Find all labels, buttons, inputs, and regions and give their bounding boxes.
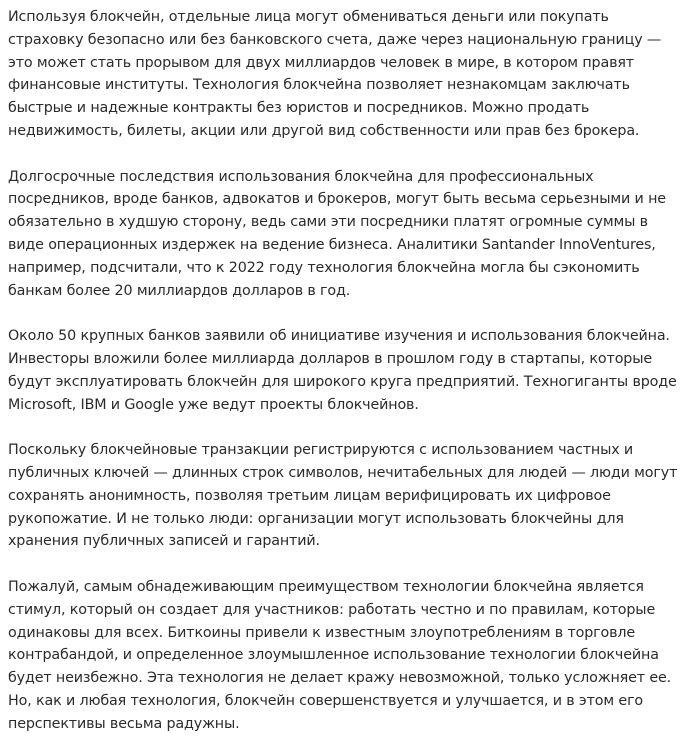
paragraph-anonymity-keys: Поскольку блокчейновые транзакции регистрируются с использованием частных и публичных ключей — длинных строк символов, нечитабельных для людей — люди могут сохранять анонимность, позволяя третьим лицам верифицировать их цифровое рукопожатие. И не только люди: организации могут использовать блокчейны для хранения публичных записей и гарантий.	[8, 442, 678, 550]
article-body	[8, 6, 680, 736]
paragraph-banks-investment: Около 50 крупных банков заявили об инициативе изучения и использования блокчейна. Инвесторы вложили более миллиарда долларов в прошлом году в стартапы, которые будут эксплуатировать блокчейн для широкого круга предприятий. Техногиганты вроде Microsoft, IBM и Google уже ведут проекты блокчейнов.	[8, 328, 677, 413]
paragraph-blockchain-benefits: Используя блокчейн, отдельные лица могут обмениваться деньги или покупать страховку безопасно или без банковского счета, даже через национальную границу — это может стать прорывом для двух миллиардов человек в мире, в котором правят финансовые институты. Технология блокчейна позволяет незнакомцам заключать быстрые и надежные контракты без юристов и посредников. Можно продать недвижимость, билеты, акции или другой вид собственности или прав без брокера.	[8, 9, 662, 139]
paragraph-honesty-incentive: Пожалуй, самым обнадеживающим преимуществом технологии блокчейна является стимул, который он создает для участников: работать честно и по правилам, которые одинаковы для всех. Биткоины привели к известным злоупотреблениям в торговле контрабандой, и определенное злоумышленное использование технологии блокчейна будет неизбежно. Эта технология не делает кражу невозможной, только усложняет ее. Но, как и любая технология, блокчейн совершенствуется и улучшается, и в этом его перспективы весьма радужны.	[8, 578, 672, 732]
paragraph-intermediaries-impact: Долгосрочные последствия использования блокчейна для профессиональных посредников, вроде банков, адвокатов и брокеров, могут быть весьма серьезными и не обязательно в худшую сторону, ведь сами эти посредники платят огромные суммы в виде операционных издержек на ведение бизнеса. Аналитики Santander InnoVentures, например, подсчитали, что к 2022 году технология блокчейна могла бы сэкономить банкам более 20 миллиардов долларов в год.	[8, 168, 666, 299]
